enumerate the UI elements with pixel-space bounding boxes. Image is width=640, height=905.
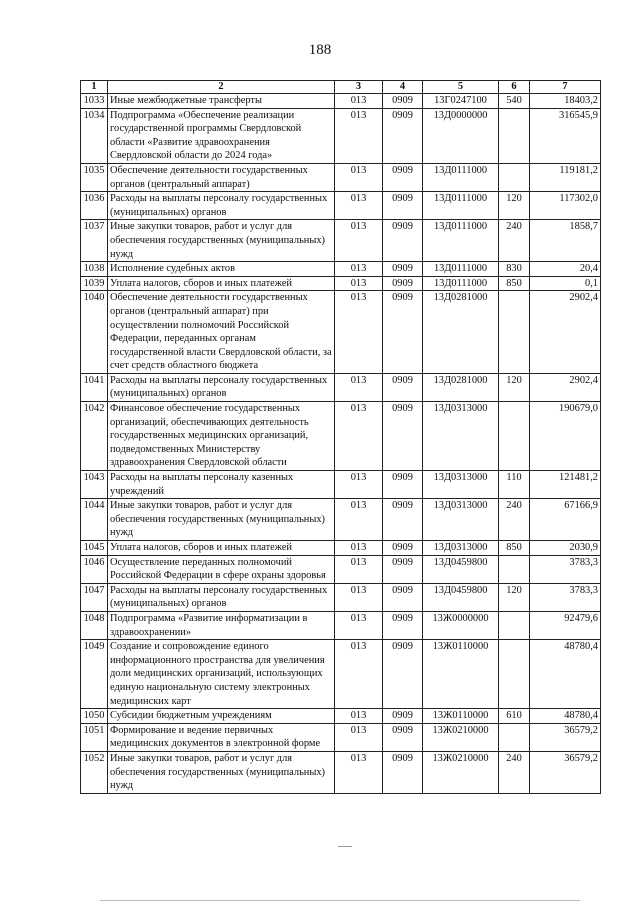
amount-cell: 190679,0 bbox=[530, 402, 601, 471]
section-code-cell: 0909 bbox=[383, 541, 423, 556]
table-row bbox=[81, 163, 601, 191]
amount-cell: 36579,2 bbox=[530, 723, 601, 751]
row-number-cell: 1034 bbox=[81, 108, 108, 163]
table-row bbox=[81, 723, 601, 751]
item-name-cell: Обеспечение деятельности государственных органов (центральный аппарат) bbox=[108, 163, 335, 191]
table-body bbox=[81, 94, 601, 794]
target-code-cell: 13Д0111000 bbox=[423, 262, 499, 277]
table-row bbox=[81, 583, 601, 611]
item-name-cell: Уплата налогов, сборов и иных платежей bbox=[108, 276, 335, 291]
table-row bbox=[81, 192, 601, 220]
table-row bbox=[81, 611, 601, 639]
target-code-cell: 13Д0111000 bbox=[423, 163, 499, 191]
section-code-cell: 0909 bbox=[383, 751, 423, 793]
section-code-cell: 0909 bbox=[383, 291, 423, 374]
row-number-cell: 1039 bbox=[81, 276, 108, 291]
amount-cell: 67166,9 bbox=[530, 499, 601, 541]
amount-cell: 117302,0 bbox=[530, 192, 601, 220]
amount-cell: 2902,4 bbox=[530, 291, 601, 374]
target-code-cell: 13Д0281000 bbox=[423, 291, 499, 374]
table-row bbox=[81, 640, 601, 709]
ministry-code-cell: 013 bbox=[335, 94, 383, 109]
section-code-cell: 0909 bbox=[383, 262, 423, 277]
column-header: 7 bbox=[530, 81, 601, 94]
page-number: 188 bbox=[308, 42, 332, 58]
expense-type-cell: 850 bbox=[499, 541, 530, 556]
expense-type-cell: 240 bbox=[499, 499, 530, 541]
target-code-cell: 13Д0281000 bbox=[423, 373, 499, 401]
expense-type-cell: 540 bbox=[499, 94, 530, 109]
ministry-code-cell: 013 bbox=[335, 220, 383, 262]
column-header: 4 bbox=[383, 81, 423, 94]
section-code-cell: 0909 bbox=[383, 611, 423, 639]
scan-edge bbox=[100, 900, 580, 901]
amount-cell: 1858,7 bbox=[530, 220, 601, 262]
table-row bbox=[81, 499, 601, 541]
table-row bbox=[81, 751, 601, 793]
row-number-cell: 1044 bbox=[81, 499, 108, 541]
section-code-cell: 0909 bbox=[383, 709, 423, 724]
section-code-cell: 0909 bbox=[383, 555, 423, 583]
ministry-code-cell: 013 bbox=[335, 709, 383, 724]
column-header: 2 bbox=[108, 81, 335, 94]
amount-cell: 3783,3 bbox=[530, 583, 601, 611]
row-number-cell: 1045 bbox=[81, 541, 108, 556]
item-name-cell: Иные закупки товаров, работ и услуг для обеспечения государственных (муниципальных) нужд bbox=[108, 499, 335, 541]
expense-type-cell: 610 bbox=[499, 709, 530, 724]
ministry-code-cell: 013 bbox=[335, 108, 383, 163]
amount-cell: 121481,2 bbox=[530, 471, 601, 499]
ministry-code-cell: 013 bbox=[335, 499, 383, 541]
target-code-cell: 13Ж0210000 bbox=[423, 723, 499, 751]
row-number-cell: 1038 bbox=[81, 262, 108, 277]
expense-type-cell: 240 bbox=[499, 751, 530, 793]
item-name-cell: Подпрограмма «Обеспечение реализации государственной программы Свердловской области «Развитие здравоохранения Свердловской области до 2024 года» bbox=[108, 108, 335, 163]
target-code-cell: 13Ж0000000 bbox=[423, 611, 499, 639]
expense-type-cell bbox=[499, 640, 530, 709]
row-number-cell: 1037 bbox=[81, 220, 108, 262]
row-number-cell: 1041 bbox=[81, 373, 108, 401]
amount-cell: 48780,4 bbox=[530, 640, 601, 709]
table-header-row bbox=[81, 81, 601, 94]
target-code-cell: 13Д0111000 bbox=[423, 220, 499, 262]
target-code-cell: 13Г0247100 bbox=[423, 94, 499, 109]
ministry-code-cell: 013 bbox=[335, 276, 383, 291]
ministry-code-cell: 013 bbox=[335, 471, 383, 499]
expense-type-cell: 240 bbox=[499, 220, 530, 262]
amount-cell: 92479,6 bbox=[530, 611, 601, 639]
item-name-cell: Расходы на выплаты персоналу государственных (муниципальных) органов bbox=[108, 192, 335, 220]
row-number-cell: 1051 bbox=[81, 723, 108, 751]
section-code-cell: 0909 bbox=[383, 220, 423, 262]
target-code-cell: 13Ж0210000 bbox=[423, 751, 499, 793]
target-code-cell: 13Д0313000 bbox=[423, 471, 499, 499]
item-name-cell: Субсидии бюджетным учреждениям bbox=[108, 709, 335, 724]
table-row bbox=[81, 262, 601, 277]
row-number-cell: 1033 bbox=[81, 94, 108, 109]
amount-cell: 316545,9 bbox=[530, 108, 601, 163]
section-code-cell: 0909 bbox=[383, 373, 423, 401]
item-name-cell: Расходы на выплаты персоналу государственных (муниципальных) органов bbox=[108, 373, 335, 401]
column-header: 3 bbox=[335, 81, 383, 94]
section-code-cell: 0909 bbox=[383, 192, 423, 220]
amount-cell: 20,4 bbox=[530, 262, 601, 277]
item-name-cell: Иные межбюджетные трансферты bbox=[108, 94, 335, 109]
amount-cell: 0,1 bbox=[530, 276, 601, 291]
target-code-cell: 13Ж0110000 bbox=[423, 709, 499, 724]
table-row bbox=[81, 94, 601, 109]
amount-cell: 2030,9 bbox=[530, 541, 601, 556]
table-row bbox=[81, 108, 601, 163]
expense-type-cell: 120 bbox=[499, 373, 530, 401]
section-code-cell: 0909 bbox=[383, 723, 423, 751]
budget-table bbox=[80, 80, 601, 794]
row-number-cell: 1048 bbox=[81, 611, 108, 639]
row-number-cell: 1052 bbox=[81, 751, 108, 793]
amount-cell: 2902,4 bbox=[530, 373, 601, 401]
ministry-code-cell: 013 bbox=[335, 583, 383, 611]
expense-type-cell: 110 bbox=[499, 471, 530, 499]
table-row bbox=[81, 709, 601, 724]
expense-type-cell: 120 bbox=[499, 583, 530, 611]
ministry-code-cell: 013 bbox=[335, 192, 383, 220]
item-name-cell: Расходы на выплаты персоналу государственных (муниципальных) органов bbox=[108, 583, 335, 611]
expense-type-cell bbox=[499, 291, 530, 374]
expense-type-cell bbox=[499, 402, 530, 471]
table-row bbox=[81, 541, 601, 556]
item-name-cell: Финансовое обеспечение государственных организаций, обеспечивающих деятельность государственных медицинских организаций, подведомственных Министерству здравоохранения Свердловской области bbox=[108, 402, 335, 471]
target-code-cell: 13Д0111000 bbox=[423, 192, 499, 220]
item-name-cell: Обеспечение деятельности государственных органов (центральный аппарат) при осуществлении полномочий Российской Федерации, переданных органам государственной власти Свердловской области, за счет средств областного бюджета bbox=[108, 291, 335, 374]
section-code-cell: 0909 bbox=[383, 499, 423, 541]
target-code-cell: 13Д0313000 bbox=[423, 402, 499, 471]
item-name-cell: Иные закупки товаров, работ и услуг для обеспечения государственных (муниципальных) нужд bbox=[108, 751, 335, 793]
column-header: 6 bbox=[499, 81, 530, 94]
ministry-code-cell: 013 bbox=[335, 291, 383, 374]
column-header: 5 bbox=[423, 81, 499, 94]
expense-type-cell bbox=[499, 108, 530, 163]
table-row bbox=[81, 373, 601, 401]
amount-cell: 3783,3 bbox=[530, 555, 601, 583]
item-name-cell: Исполнение судебных актов bbox=[108, 262, 335, 277]
section-code-cell: 0909 bbox=[383, 471, 423, 499]
amount-cell: 18403,2 bbox=[530, 94, 601, 109]
section-code-cell: 0909 bbox=[383, 402, 423, 471]
item-name-cell: Формирование и ведение первичных медицинских документов в электронной форме bbox=[108, 723, 335, 751]
row-number-cell: 1040 bbox=[81, 291, 108, 374]
item-name-cell: Уплата налогов, сборов и иных платежей bbox=[108, 541, 335, 556]
ministry-code-cell: 013 bbox=[335, 640, 383, 709]
expense-type-cell bbox=[499, 555, 530, 583]
row-number-cell: 1050 bbox=[81, 709, 108, 724]
section-code-cell: 0909 bbox=[383, 640, 423, 709]
section-code-cell: 0909 bbox=[383, 276, 423, 291]
column-header: 1 bbox=[81, 81, 108, 94]
section-code-cell: 0909 bbox=[383, 108, 423, 163]
ministry-code-cell: 013 bbox=[335, 751, 383, 793]
target-code-cell: 13Д0459800 bbox=[423, 583, 499, 611]
ministry-code-cell: 013 bbox=[335, 402, 383, 471]
target-code-cell: 13Д0313000 bbox=[423, 541, 499, 556]
ministry-code-cell: 013 bbox=[335, 611, 383, 639]
section-code-cell: 0909 bbox=[383, 94, 423, 109]
table-row bbox=[81, 402, 601, 471]
expense-type-cell: 850 bbox=[499, 276, 530, 291]
item-name-cell: Создание и сопровождение единого информационного пространства для увеличения доли медицинских организаций, использующих единую национальную систему электронных медицинских карт bbox=[108, 640, 335, 709]
table-row bbox=[81, 220, 601, 262]
expense-type-cell: 830 bbox=[499, 262, 530, 277]
ministry-code-cell: 013 bbox=[335, 541, 383, 556]
target-code-cell: 13Д0111000 bbox=[423, 276, 499, 291]
row-number-cell: 1043 bbox=[81, 471, 108, 499]
scan-mark bbox=[338, 846, 352, 847]
expense-type-cell: 120 bbox=[499, 192, 530, 220]
ministry-code-cell: 013 bbox=[335, 555, 383, 583]
row-number-cell: 1047 bbox=[81, 583, 108, 611]
row-number-cell: 1049 bbox=[81, 640, 108, 709]
amount-cell: 48780,4 bbox=[530, 709, 601, 724]
item-name-cell: Подпрограмма «Развитие информатизации в здравоохранении» bbox=[108, 611, 335, 639]
target-code-cell: 13Ж0110000 bbox=[423, 640, 499, 709]
section-code-cell: 0909 bbox=[383, 163, 423, 191]
table-row bbox=[81, 291, 601, 374]
row-number-cell: 1042 bbox=[81, 402, 108, 471]
ministry-code-cell: 013 bbox=[335, 373, 383, 401]
item-name-cell: Расходы на выплаты персоналу казенных учреждений bbox=[108, 471, 335, 499]
target-code-cell: 13Д0459800 bbox=[423, 555, 499, 583]
ministry-code-cell: 013 bbox=[335, 163, 383, 191]
row-number-cell: 1046 bbox=[81, 555, 108, 583]
item-name-cell: Иные закупки товаров, работ и услуг для обеспечения государственных (муниципальных) нужд bbox=[108, 220, 335, 262]
ministry-code-cell: 013 bbox=[335, 723, 383, 751]
target-code-cell: 13Д0000000 bbox=[423, 108, 499, 163]
row-number-cell: 1035 bbox=[81, 163, 108, 191]
table-row bbox=[81, 276, 601, 291]
expense-type-cell bbox=[499, 723, 530, 751]
target-code-cell: 13Д0313000 bbox=[423, 499, 499, 541]
table-row bbox=[81, 471, 601, 499]
amount-cell: 36579,2 bbox=[530, 751, 601, 793]
item-name-cell: Осуществление переданных полномочий Российской Федерации в сфере охраны здоровья bbox=[108, 555, 335, 583]
expense-type-cell bbox=[499, 163, 530, 191]
amount-cell: 119181,2 bbox=[530, 163, 601, 191]
expense-type-cell bbox=[499, 611, 530, 639]
ministry-code-cell: 013 bbox=[335, 262, 383, 277]
section-code-cell: 0909 bbox=[383, 583, 423, 611]
table-row bbox=[81, 555, 601, 583]
row-number-cell: 1036 bbox=[81, 192, 108, 220]
